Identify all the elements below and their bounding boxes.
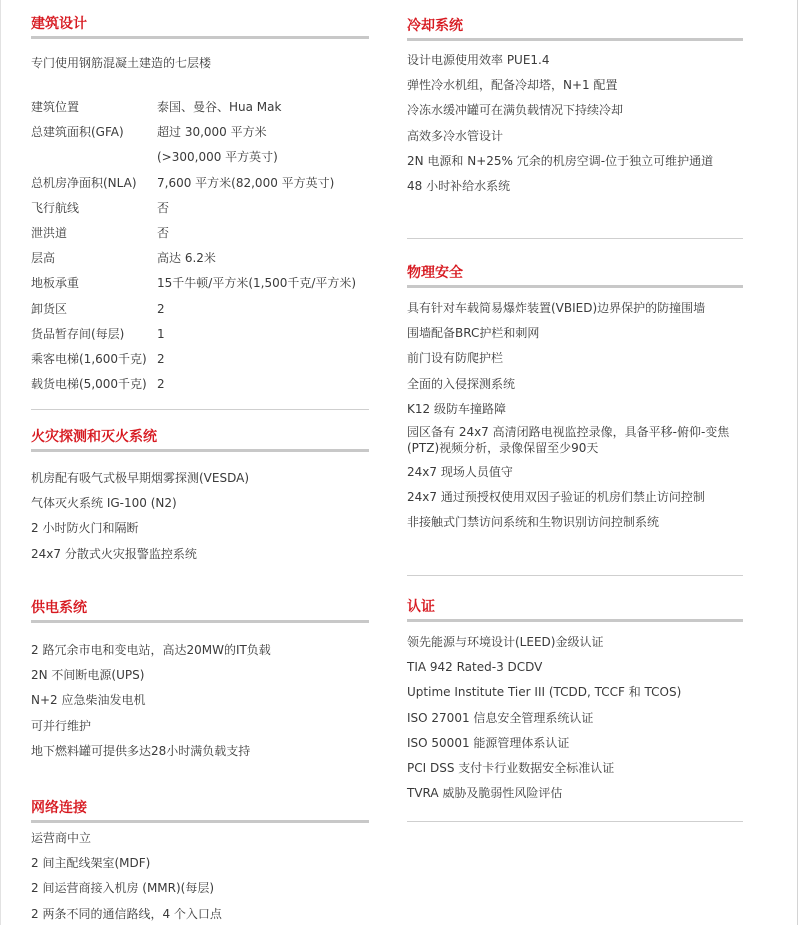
spec-value: (>300,000 平方英寸) — [157, 150, 278, 165]
list-item: K12 级防车撞路障 — [407, 401, 506, 416]
spec-row — [31, 120, 369, 145]
section-title: 冷却系统 — [407, 16, 743, 41]
list-item: 气体灭火系统 IG-100 (N2) — [31, 496, 177, 511]
list-item: 2 间主配线架室(MDF) — [31, 856, 151, 871]
spec-label: 总机房净面积(NLA) — [31, 175, 137, 190]
network-item-list — [31, 826, 369, 927]
list-item: 冷冻水缓冲罐可在满负载情况下持续冷却 — [407, 103, 624, 118]
list-item: 地下燃料罐可提供多达28小时满负载支持 — [31, 743, 251, 758]
cooling-item-list — [407, 48, 743, 199]
spec-value: 否 — [157, 225, 170, 240]
list-item: 设计电源使用效率 PUE1.4 — [407, 53, 550, 67]
spec-value: 否 — [157, 200, 170, 215]
list-item: 2 间运营商接入机房 (MMR)(每层) — [31, 881, 215, 896]
spec-value: 2 — [157, 377, 165, 392]
power-section — [31, 598, 369, 764]
cooling-section — [407, 16, 743, 199]
section-title: 物理安全 — [407, 263, 743, 288]
section-divider — [407, 238, 743, 239]
architecture-intro: 专门使用钢筋混凝土建造的七层楼 — [31, 56, 212, 70]
spec-label: 卸货区 — [31, 301, 68, 316]
list-item: 全面的入侵探测系统 — [407, 376, 516, 391]
list-item: 弹性冷水机组，配备冷却塔，N+1 配置 — [407, 78, 618, 93]
spec-row — [31, 246, 369, 271]
spec-label: 总建筑面积(GFA) — [31, 125, 124, 140]
page-edge-left — [0, 0, 1, 925]
architecture-spec-list — [31, 95, 369, 397]
spec-value: 2 — [157, 301, 165, 316]
spec-value: 1 — [157, 326, 165, 341]
list-item: 2 小时防火门和隔断 — [31, 521, 139, 536]
list-item: 高效多冷水管设计 — [407, 128, 504, 143]
spec-value: 泰国、曼谷、Hua Mak — [157, 100, 282, 114]
list-item: 园区备有 24x7 高清闭路电视监控录像，具备平移-俯仰-变焦(PTZ)视频分析，录像保留至少90天 — [407, 424, 730, 455]
spec-row — [31, 221, 369, 246]
list-item: 可并行维护 — [31, 718, 92, 733]
spec-label: 载货电梯(5,000千克) — [31, 377, 147, 392]
spec-value: 高达 6.2米 — [157, 251, 216, 266]
list-item: 机房配有吸气式极早期烟雾探测(VESDA) — [31, 471, 250, 485]
section-divider — [407, 575, 743, 576]
spec-label: 建筑位置 — [31, 100, 80, 114]
list-item: ISO 50001 能源管理体系认证 — [407, 735, 570, 750]
list-item: Uptime Institute Tier III (TCDD, TCCF 和 TCOS) — [407, 685, 682, 700]
list-item: 2N 不间断电源(UPS) — [31, 668, 145, 683]
section-title: 网络连接 — [31, 798, 369, 823]
list-item: 24x7 分散式火灾报警监控系统 — [31, 546, 197, 561]
spec-value: 15千牛顿/平方米(1,500千克/平方米) — [157, 276, 357, 291]
spec-row — [31, 297, 369, 322]
list-item: PCI DSS 支付卡行业数据安全标准认证 — [407, 760, 615, 775]
spec-label: 层高 — [31, 251, 56, 266]
security-section — [407, 263, 743, 536]
list-item: TIA 942 Rated-3 DCDV — [407, 660, 543, 675]
section-divider — [31, 409, 369, 410]
fire-section — [31, 427, 369, 567]
spec-label: 飞行航线 — [31, 200, 80, 215]
section-divider — [407, 821, 743, 822]
spec-value: 2 — [157, 351, 165, 366]
list-item: 2 两条不同的通信路线，4 个入口点 — [31, 906, 222, 921]
spec-label: 乘客电梯(1,600千克) — [31, 351, 147, 366]
list-item: 运营商中立 — [31, 831, 92, 845]
architecture-section — [31, 14, 369, 397]
list-item: 具有针对车载简易爆炸装置(VBIED)边界保护的防撞围墙 — [407, 301, 706, 315]
list-item: 24x7 通过预授权使用双因子验证的机房们禁止访问控制 — [407, 490, 705, 505]
spec-row — [31, 347, 369, 372]
spec-row — [31, 171, 369, 196]
list-item: TVRA 威胁及脆弱性风险评估 — [407, 786, 563, 801]
spec-row — [31, 95, 369, 120]
spec-row — [31, 271, 369, 296]
list-item: 前门设有防爬护栏 — [407, 351, 504, 366]
list-item: 非接触式门禁访问系统和生物识别访问控制系统 — [407, 515, 660, 530]
section-title: 火灾探测和灭火系统 — [31, 427, 369, 452]
list-item: 24x7 现场人员值守 — [407, 464, 513, 479]
fire-item-list — [31, 466, 369, 567]
section-title: 供电系统 — [31, 598, 369, 623]
list-item: 48 小时补给水系统 — [407, 178, 511, 193]
list-item: 领先能源与环境设计(LEED)金级认证 — [407, 635, 604, 649]
spec-label: 货品暂存间(每层) — [31, 326, 125, 341]
spec-row — [31, 322, 369, 347]
spec-label: 地板承重 — [31, 276, 80, 291]
spec-label: 泄洪道 — [31, 225, 68, 240]
section-title: 认证 — [407, 597, 743, 622]
spec-row — [31, 372, 369, 397]
power-item-list — [31, 638, 369, 764]
spec-value: 超过 30,000 平方米 — [157, 125, 267, 140]
list-item: 围墙配备BRC护栏和刺网 — [407, 326, 540, 341]
spec-row — [31, 196, 369, 221]
list-item: ISO 27001 信息安全管理系统认证 — [407, 710, 594, 725]
security-item-list — [407, 296, 743, 536]
section-title: 建筑设计 — [31, 14, 369, 39]
spec-row — [31, 145, 369, 170]
spec-value: 7,600 平方米(82,000 平方英寸) — [157, 175, 335, 190]
list-item: 2N 电源和 N+25% 冗余的机房空调-位于独立可维护通道 — [407, 153, 714, 168]
list-item: 2 路冗余市电和变电站，高达20MW的IT负载 — [31, 643, 271, 657]
certification-item-list — [407, 630, 743, 806]
certification-section — [407, 597, 743, 806]
list-item: N+2 应急柴油发电机 — [31, 693, 146, 708]
network-section — [31, 798, 369, 927]
